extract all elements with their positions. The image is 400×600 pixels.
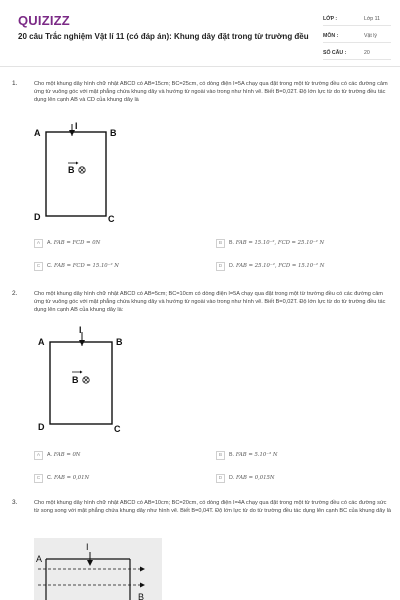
option-a[interactable] [34, 238, 100, 248]
question-number: 3. [12, 499, 18, 506]
loop-frame [46, 132, 106, 216]
rectangle-loop-diagram [34, 118, 144, 230]
option-text: D. FAB = 25.10⁻², FCD = 15.10⁻² N [229, 263, 325, 269]
vertex-d-label: D [38, 422, 45, 432]
option-key: B [216, 239, 225, 248]
parallel-field-diagram [34, 538, 162, 600]
question-text: Cho một khung dây hình chữ nhật ABCD có AB=5cm; BC=10cm có dòng điện I=5A chạy qua đặt trong một từ trường đều có các đường cảm ứng từ vuông góc với mặt phẳng chứa khung dây và hướng từ ngoài vào trong như hình vẽ. Biết B=0,02T. Độ lớn lực từ do từ trường đều tác dụng lên cạnh AB của khung dây là: [34, 291, 386, 313]
vertex-a-label: A [34, 128, 41, 138]
quizizz-logo[interactable]: QUIZIZZ [18, 13, 70, 28]
figure-question-1 [34, 118, 144, 230]
header-divider [0, 66, 400, 67]
meta-label: SỐ CÂU : [323, 49, 347, 56]
field-label: B [72, 375, 79, 385]
vertex-b-label: B [138, 592, 145, 600]
vertex-c-label: C [108, 214, 115, 224]
vector-arrow-head [76, 162, 79, 165]
option-key: D [216, 262, 225, 271]
vertex-b-label: B [116, 337, 123, 347]
meta-value: Lớp 11 [364, 15, 380, 22]
option-text: C. FAB = FCD = 15.10⁻² N [47, 263, 119, 269]
meta-row-subject [323, 29, 391, 43]
option-b[interactable] [216, 238, 324, 248]
meta-value: Vật lý [364, 32, 377, 39]
page-header [0, 0, 400, 64]
option-b[interactable] [216, 450, 277, 460]
option-text: A. FAB = 0N [47, 452, 81, 458]
option-key: C [34, 262, 43, 271]
vertex-c-label: C [114, 424, 121, 434]
figure-question-3 [34, 538, 162, 600]
question-number: 1. [12, 80, 18, 87]
option-key: A [34, 451, 43, 460]
vertex-a-label: A [38, 337, 45, 347]
current-label: I [86, 542, 89, 552]
meta-label: LỚP : [323, 15, 338, 22]
option-a[interactable] [34, 450, 80, 460]
figure-question-2 [34, 324, 144, 436]
option-key: D [216, 474, 225, 483]
vertex-b-label: B [110, 128, 117, 138]
option-key: A [34, 239, 43, 248]
option-c[interactable] [34, 473, 89, 483]
meta-label: MÔN : [323, 32, 339, 39]
field-label: B [68, 165, 75, 175]
current-label: I [79, 325, 82, 335]
current-label: I [75, 121, 78, 131]
option-d[interactable] [216, 473, 275, 483]
option-text: D. FAB = 0,015N [229, 475, 275, 481]
question-number: 2. [12, 290, 18, 297]
option-text: A. FAB = FCD = 0N [47, 240, 101, 246]
question-text: Cho một khung dây hình chữ nhật ABCD có AB=10cm; BC=20cm, có dòng điện I=4A chạy qua đặt trong một từ trường đều có các đường sức từ song song với mặt phẳng chứa khung dây như hình vẽ. Biết B=0,04T. Độ lớn lực từ do từ trường đều tác dụng lên cạnh BC của khung dây là [34, 500, 392, 514]
meta-row-class [323, 12, 391, 26]
option-text: B. FAB = 15.10⁻², FCD = 25.10⁻² N [229, 240, 325, 246]
option-key: B [216, 451, 225, 460]
vertex-d-label: D [34, 212, 41, 222]
option-key: C [34, 474, 43, 483]
meta-value: 20 [364, 49, 370, 56]
current-arrow-head [79, 340, 85, 346]
meta-row-count [323, 46, 391, 60]
rectangle-loop-diagram [34, 324, 144, 436]
loop-frame [50, 342, 112, 424]
option-text: B. FAB = 5.10⁻³ N [229, 452, 278, 458]
vertex-a-label: A [36, 554, 43, 564]
page-title: 20 câu Trắc nghiệm Vật lí 11 (có đáp án): Khung dây đặt trong từ trường đều [18, 32, 309, 41]
question-text: Cho một khung dây hình chữ nhật ABCD có AB=15cm; BC=25cm, có dòng điện I=5A chạy qua đặt trong một từ trường đều có các đường cảm ứng từ vuông góc với mặt phẳng chứa khung dây và hướng từ ngoài vào trong như hình vẽ. Biết B=0,02T. Độ lớn lực từ do từ trường đều tác dụng lên cạnh AB và CD của khung dây là [34, 81, 388, 103]
option-text: C. FAB = 0,01N [47, 475, 90, 481]
meta-panel [323, 12, 391, 63]
vector-arrow-head [80, 371, 83, 374]
option-c[interactable] [34, 261, 119, 271]
option-d[interactable] [216, 261, 324, 271]
